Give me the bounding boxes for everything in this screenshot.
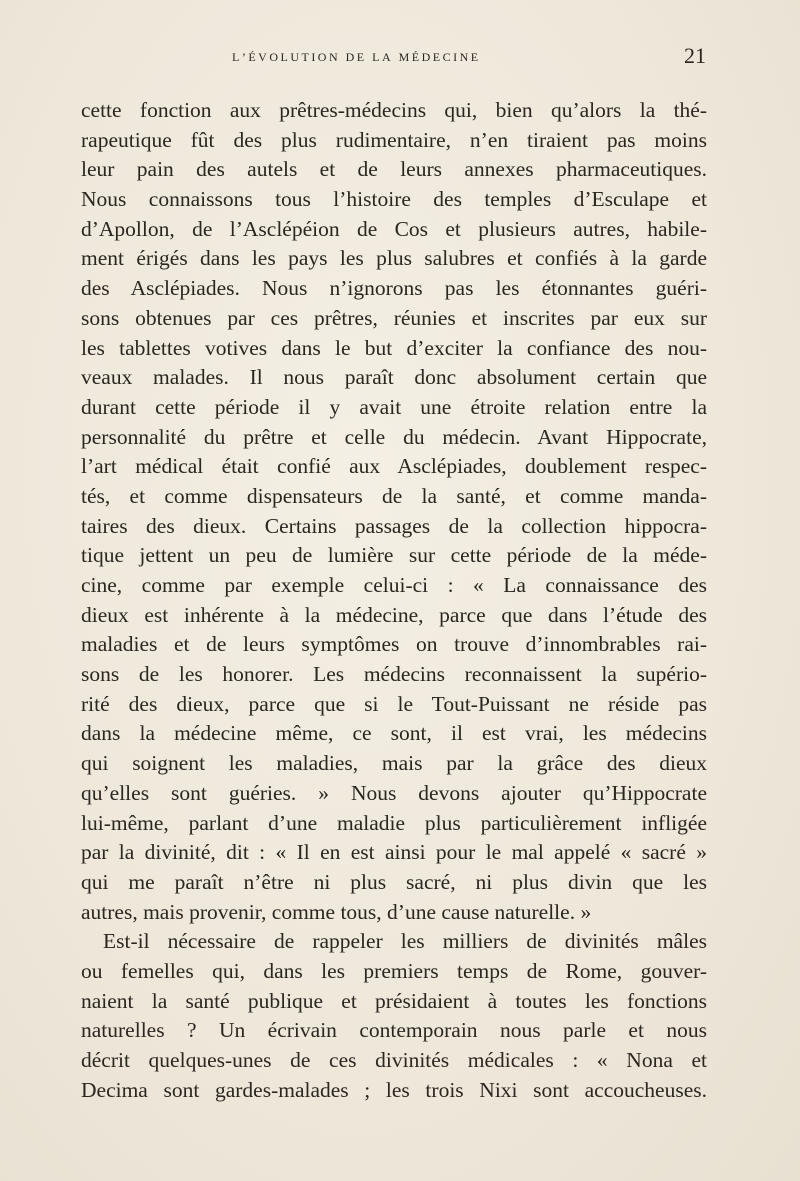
text-line: dieux est inhérente à la médecine, parce que dans l’étude des: [81, 602, 707, 627]
text-line: les tablettes votives dans le but d’exciter la confiance des nou-: [81, 335, 707, 360]
text-line: sons obtenues par ces prêtres, réunies et inscrites par eux sur: [81, 305, 707, 330]
body-text: [81, 96, 707, 1105]
text-line: leur pain des autels et de leurs annexes pharmaceutiques.: [81, 157, 707, 182]
text-line: maladies et de leurs symptômes on trouve d’innombrables rai-: [81, 632, 707, 657]
text-line: rité des dieux, parce que si le Tout-Puissant ne réside pas: [81, 691, 707, 716]
text-line: sons de les honorer. Les médecins reconnaissent la supério-: [81, 662, 707, 687]
text-line: naturelles ? Un écrivain contemporain nous parle et nous: [81, 1018, 707, 1043]
text-line: Est-il nécessaire de rappeler les milliers de divinités mâles: [103, 929, 707, 954]
text-line: rapeutique fût des plus rudimentaire, n’en tiraient pas moins: [81, 127, 707, 152]
text-line: l’art médical était confié aux Asclépiades, doublement respec-: [81, 454, 707, 479]
text-line: tique jettent un peu de lumière sur cette période de la méde-: [81, 543, 707, 568]
text-line: qu’elles sont guéries. » Nous devons ajouter qu’Hippocrate: [81, 780, 707, 805]
text-line: Decima sont gardes-malades ; les trois Nixi sont accoucheuses.: [81, 1077, 707, 1102]
text-line: autres, mais provenir, comme tous, d’une cause naturelle. »: [81, 899, 592, 924]
running-title: l’évolution de la médecine: [232, 46, 481, 65]
text-line: ment érigés dans les pays les plus salubres et confiés à la garde: [81, 246, 707, 271]
text-line: d’Apollon, de l’Asclépéion de Cos et plusieurs autres, habile-: [81, 216, 707, 241]
text-line: durant cette période il y avait une étroite relation entre la: [81, 394, 707, 419]
page-header: [82, 43, 706, 76]
text-line: cine, comme par exemple celui-ci : « La connaissance des: [81, 573, 707, 597]
text-line: lui-même, parlant d’une maladie plus particulièrement infligée: [81, 810, 707, 835]
text-line: qui me paraît n’être ni plus sacré, ni plus divin que les: [81, 869, 707, 894]
text-line: des Asclépiades. Nous n’ignorons pas les étonnantes guéri-: [81, 276, 707, 301]
text-line: personnalité du prêtre et celle du médecin. Avant Hippocrate,: [81, 424, 707, 449]
text-line: Nous connaissons tous l’histoire des temples d’Esculape et: [81, 187, 707, 212]
text-line: taires des dieux. Certains passages de la collection hippocra-: [81, 513, 707, 538]
text-line: naient la santé publique et présidaient à toutes les fonctions: [81, 988, 707, 1013]
text-line: dans la médecine même, ce sont, il est vrai, les médecins: [81, 721, 707, 746]
text-line: ou femelles qui, dans les premiers temps de Rome, gouver-: [81, 958, 707, 983]
text-line: cette fonction aux prêtres-médecins qui, bien qu’alors la thé-: [81, 98, 707, 122]
text-line: tés, et comme dispensateurs de la santé, et comme manda-: [81, 483, 707, 508]
text-line: qui soignent les maladies, mais par la grâce des dieux: [81, 751, 707, 776]
text-line: par la divinité, dit : « Il en est ainsi pour le mal appelé « sacré »: [81, 840, 707, 865]
text-line: décrit quelques-unes de ces divinités médicales : « Nona et: [81, 1048, 707, 1072]
text-line: veaux malades. Il nous paraît donc absolument certain que: [81, 365, 707, 390]
page-number: 21: [684, 43, 706, 68]
